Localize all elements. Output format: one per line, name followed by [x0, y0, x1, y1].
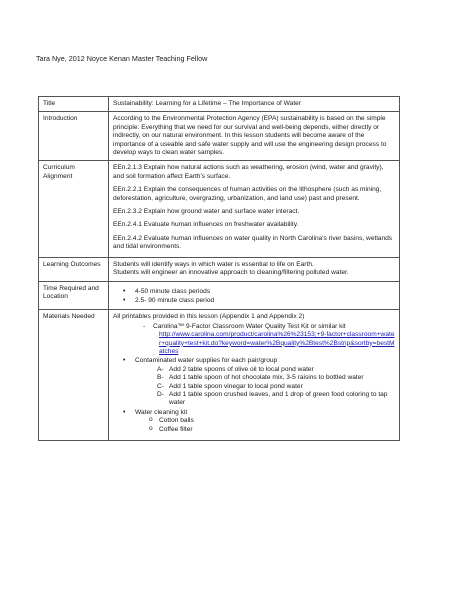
time-list [113, 288, 396, 306]
standard-item: EEn.2.4.1 Evaluate human influences on freshwater availability. [113, 221, 299, 229]
step-text: Add 1 table spoon crushed leaves, and 1 drop of green food coloring to tap water [169, 390, 388, 407]
list-item: o Cotton balls [113, 417, 396, 425]
lesson-plan-table [38, 96, 400, 441]
step-letter: B- [157, 374, 164, 382]
cleaning-kit-list [113, 417, 396, 434]
standard-item: EEn.2.3.2 Explain how ground water and surface water interact. [113, 208, 300, 216]
outcome-line: Students will identify ways in which water is essential to life on Earth. [113, 260, 314, 268]
row-label-title: Title [39, 97, 109, 112]
list-item: o Coffee filter [113, 426, 396, 434]
list-item [113, 383, 396, 391]
table-row-title [39, 97, 400, 112]
row-label-materials: Materials Needed [39, 310, 109, 441]
list-item [113, 374, 396, 382]
table-row-materials [39, 310, 400, 441]
step-text: Add 1 table spoon vinegar to local pond water [169, 382, 303, 390]
standard-item: EEn.2.4.2 Evaluate human influences on water quality in North Carolina's river basins, wetlands and tidal environments. [113, 234, 393, 251]
list-item: • 2.5- 90 minute class period [135, 297, 396, 305]
contaminated-item: • Contaminated water supplies for each pair/group [113, 357, 396, 365]
table-row-time [39, 281, 400, 310]
contamination-steps [113, 366, 396, 408]
row-label-time: Time Required and Location [39, 281, 109, 310]
kit-link[interactable]: http://www.carolina.com/product/carolina%26%23153;+9-factor+classroom+water+quality+test+kit.do?keyword=water%2Bquality%2Btest%2Bstrip&sortby=bestMatches [159, 331, 395, 355]
table-row-curriculum [39, 161, 400, 257]
table-row-outcomes [39, 257, 400, 281]
outcome-line: Students will engineer an innovative approach to cleaning/filtering polluted water. [113, 269, 349, 277]
step-letter: C- [157, 382, 164, 390]
list-item: • 4-50 minute class periods [135, 288, 396, 296]
outcomes-cell [109, 257, 400, 281]
materials-cell [109, 310, 400, 441]
list-item [113, 366, 396, 374]
step-text: Add 1 table spoon of hot chocolate mix, 3-5 raisins to bottled water [169, 374, 364, 382]
dash-marker: - [143, 322, 146, 330]
step-letter: D- [157, 390, 164, 398]
row-label-outcomes: Learning Outcomes [39, 257, 109, 281]
time-cell [109, 281, 400, 310]
kit-item [113, 323, 396, 331]
materials-intro: All printables provided in this lesson (Appendix 1 and Appendix 2) [113, 313, 305, 321]
curriculum-cell [109, 161, 400, 257]
standard-item: EEn.2.1.3 Explain how natural actions such as weathering, erosion (wind, water and gravity), and soil formation affect Earth's surface. [113, 164, 384, 180]
list-item [113, 391, 396, 408]
table-row-introduction [39, 112, 400, 161]
step-letter: A- [157, 365, 164, 373]
introduction-text: According to the Environmental Protection Agency (EPA) sustainability is based on the simple principle: Everything that we need for our survival and well-being depends, either directly or indirectly, on our natural environment. In this lesson students will become aware of the importance of a useable and safe water supply and will use the engineering design process to develop ways to clean water samples. [109, 112, 400, 161]
lesson-title: Sustainability: Learning for a Lifetime – The Importance of Water [109, 97, 400, 112]
standard-item: EEn.2.2.1 Explain the consequences of human activities on the lithosphere (such as mining, deforestation, agriculture, overgrazing, urbanization, and land use) past and present. [113, 186, 382, 202]
cleaning-kit-item: • Water cleaning kit [113, 409, 396, 417]
step-text: Add 2 table spoons of olive oil to local pond water [169, 365, 314, 373]
kit-item-text: Carolina™ 9-Factor Classroom Water Quality Test Kit or similar kit [153, 322, 346, 330]
row-label-curriculum: Curriculum Alignment [39, 161, 109, 257]
row-label-introduction: Introduction [39, 112, 109, 161]
document-header: Tara Nye, 2012 Noyce Kenan Master Teaching Fellow [36, 54, 208, 63]
